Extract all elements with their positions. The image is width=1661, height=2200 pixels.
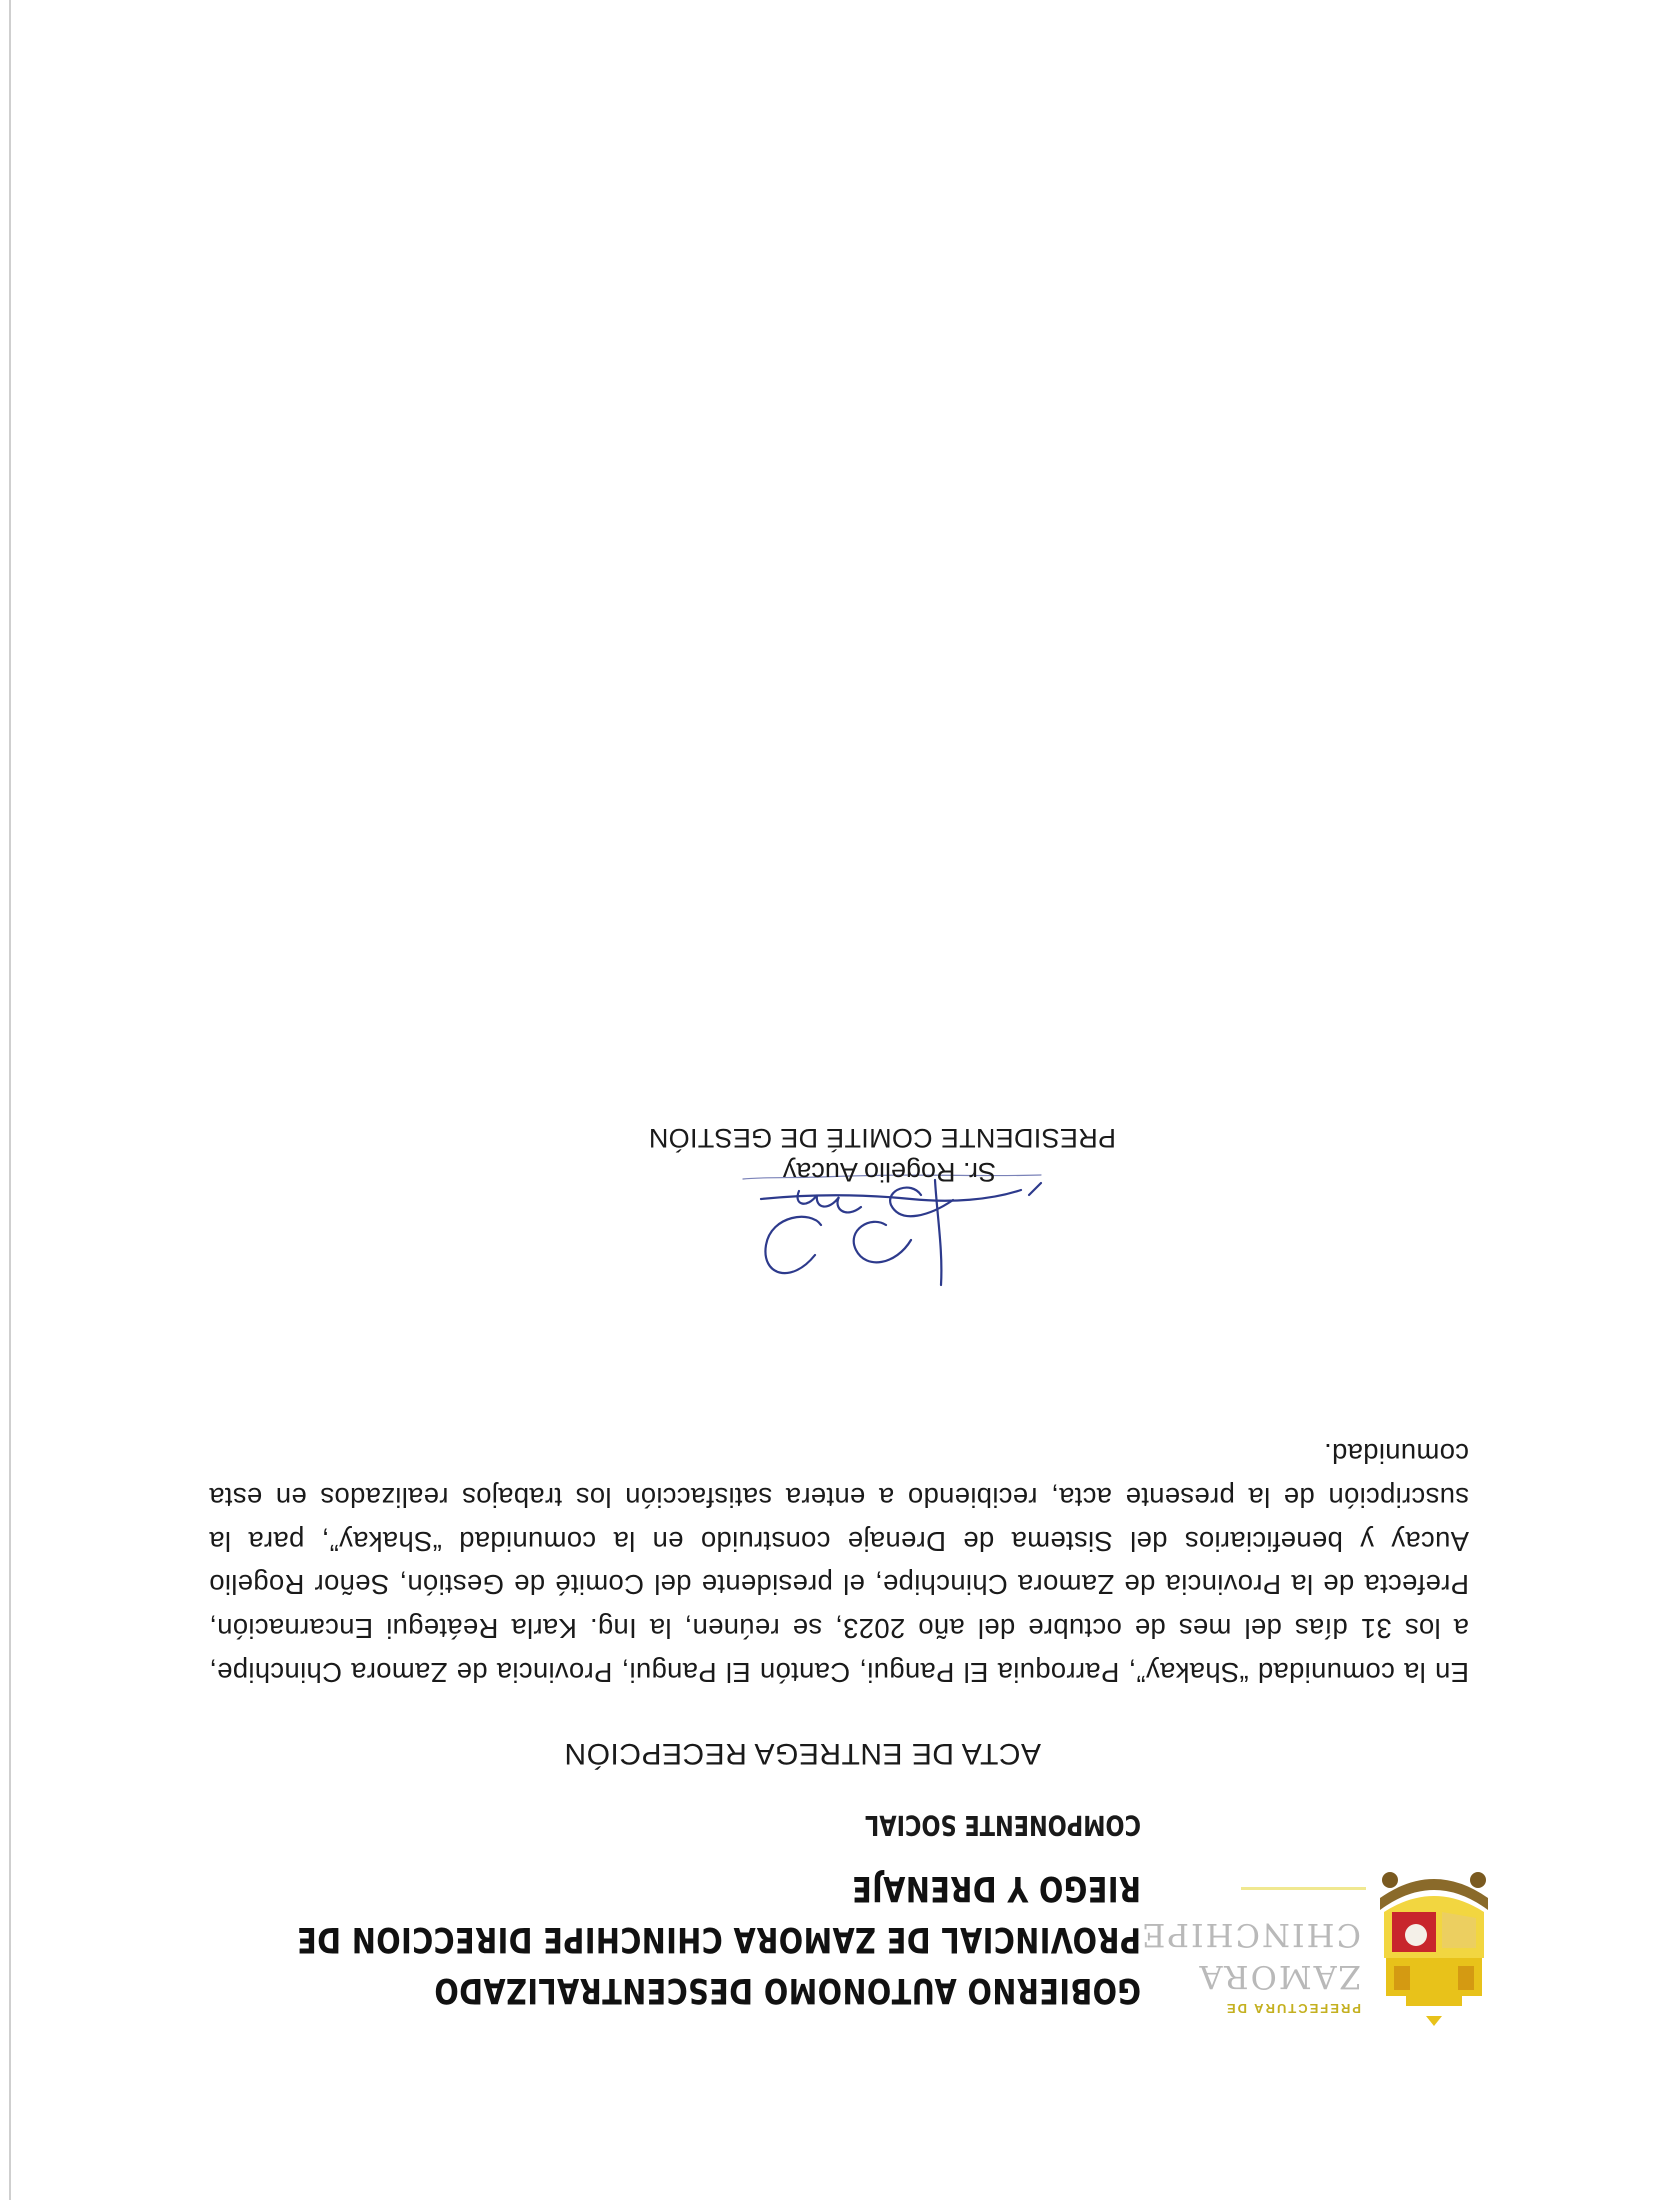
prefectura-logo: [1140, 1850, 1496, 2030]
header-line-1: GOBIERNO AUTONOMO DESCENTRALIZADO: [433, 1970, 1141, 2010]
prefectura-crest-icon: [1371, 1865, 1496, 2030]
document-title: ACTA DE ENTREGA RECEPCIÓN: [563, 1737, 1041, 1770]
signer-name: Sr. Rogelio Aucay: [782, 1157, 996, 1187]
logo-small-text: PREFECTURA DE: [1224, 2001, 1361, 2016]
logo-line-1: ZAMORA: [1197, 1958, 1361, 1996]
body-paragraph: En la comunidad “Shakay”, Parroquia El Pangui, Cantón El Pangui, Provincia de Zamora Chinchipe, a los 31 días del mes de octubre del año 2023, se reúnen, la Ing. Karla Reátegui Encarnación, Prefecta de la Provincia de Zamora Chinchipe, el presidente del Comité de Gestión, Señor Rogelio Aucay y beneficiarios del Sistema de Drenaje construido en la comunidad “Shakay”, para la suscripción de la presente acta, recibiendo a entera satisfacción los trabajos realizados en esta comunidad.: [209, 1438, 1469, 1688]
header-line-2: PROVINCIAL DE ZAMORA CHINCHIPE DIRECCION DE: [296, 1919, 1141, 1959]
header-subtitle: COMPONENTE SOCIAL: [865, 1809, 1141, 1842]
header-line-3: RIEGO Y DRENAJE: [851, 1868, 1141, 1908]
scan-edge-line: [9, 0, 11, 2200]
logo-line-2: CHINCHIPE: [1140, 1916, 1361, 1954]
logo-rule: [1241, 1887, 1366, 1890]
signer-role: PRESIDENTE COMITÉ DE GESTIÓN: [648, 1123, 1116, 1153]
